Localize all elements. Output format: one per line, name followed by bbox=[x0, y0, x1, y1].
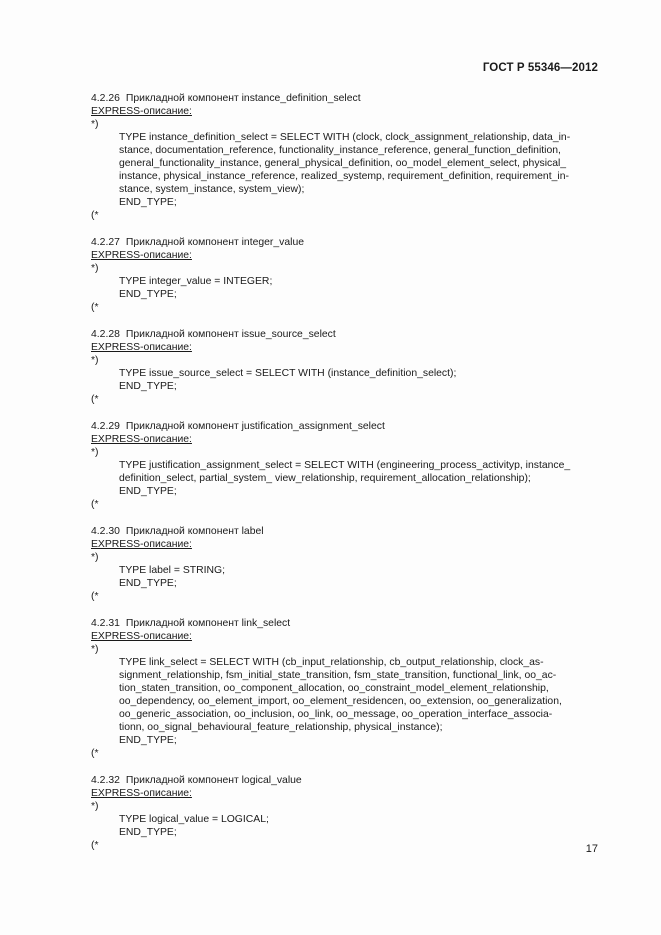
express-label: EXPRESS-описание: bbox=[91, 539, 192, 550]
comment-close: (* bbox=[91, 591, 99, 602]
express-label: EXPRESS-описание: bbox=[91, 106, 192, 117]
section-4-2-28 bbox=[91, 328, 598, 406]
express-label: EXPRESS-описание: bbox=[91, 788, 192, 799]
code-line: stance, system_instance, system_view); bbox=[119, 184, 305, 195]
code-line: tion_staten_transition, oo_component_allocation, oo_constraint_model_element_relationship, bbox=[119, 683, 549, 694]
section-number: 4.2.31 bbox=[91, 618, 120, 629]
comment-close: (* bbox=[91, 840, 99, 851]
code-line: TYPE logical_value = LOGICAL; bbox=[119, 814, 269, 825]
section-title bbox=[91, 774, 598, 787]
section-title-text: Прикладной компонент logical_value bbox=[125, 775, 302, 786]
section-number: 4.2.27 bbox=[91, 237, 120, 248]
comment-open: *) bbox=[91, 119, 99, 130]
express-code bbox=[91, 813, 598, 839]
comment-open: *) bbox=[91, 644, 99, 655]
comment-open: *) bbox=[91, 447, 99, 458]
express-code bbox=[91, 459, 598, 498]
code-line: definition_select, partial_system_ view_relationship, requirement_allocation_relationship); bbox=[119, 473, 531, 484]
comment-close: (* bbox=[91, 394, 99, 405]
code-line: END_TYPE; bbox=[119, 197, 177, 208]
express-label: EXPRESS-описание: bbox=[91, 342, 192, 353]
section-title bbox=[91, 617, 598, 630]
section-title bbox=[91, 525, 598, 538]
comment-open: *) bbox=[91, 355, 99, 366]
comment-open: *) bbox=[91, 801, 99, 812]
code-line: END_TYPE; bbox=[119, 381, 177, 392]
code-line: oo_dependency, oo_element_import, oo_element_residencen, oo_extension, oo_generalization, bbox=[119, 696, 562, 707]
express-code bbox=[91, 367, 598, 393]
section-4-2-32 bbox=[91, 774, 598, 852]
express-code bbox=[91, 656, 598, 747]
comment-close: (* bbox=[91, 210, 99, 221]
document-body bbox=[91, 92, 598, 866]
express-code bbox=[91, 131, 598, 209]
section-title-text: Прикладной компонент justification_assignment_select bbox=[125, 421, 385, 432]
code-line: TYPE label = STRING; bbox=[119, 565, 225, 576]
code-line: END_TYPE; bbox=[119, 735, 177, 746]
code-line: signment_relationship, fsm_initial_state_transition, fsm_state_transition, functional_link, oo_ac- bbox=[119, 670, 557, 681]
section-title-text: Прикладной компонент instance_definition_select bbox=[125, 93, 361, 104]
code-line: TYPE issue_source_select = SELECT WITH (instance_definition_select); bbox=[119, 368, 457, 379]
code-line: END_TYPE; bbox=[119, 486, 177, 497]
section-title bbox=[91, 92, 598, 105]
comment-open: *) bbox=[91, 552, 99, 563]
section-number: 4.2.28 bbox=[91, 329, 120, 340]
express-label: EXPRESS-описание: bbox=[91, 434, 192, 445]
express-code bbox=[91, 275, 598, 301]
code-line: oo_generic_association, oo_inclusion, oo_link, oo_message, oo_operation_interface_associa- bbox=[119, 709, 553, 720]
section-title bbox=[91, 420, 598, 433]
section-title-text: Прикладной компонент issue_source_select bbox=[125, 329, 336, 340]
section-title bbox=[91, 236, 598, 249]
express-label: EXPRESS-описание: bbox=[91, 631, 192, 642]
section-title-text: Прикладной компонент link_select bbox=[125, 618, 291, 629]
section-4-2-26 bbox=[91, 92, 598, 222]
code-line: END_TYPE; bbox=[119, 578, 177, 589]
code-line: instance, physical_instance_reference, realized_systemp, requirement_definition, requirement_in- bbox=[119, 171, 569, 182]
section-4-2-31 bbox=[91, 617, 598, 760]
code-line: END_TYPE; bbox=[119, 827, 177, 838]
express-label: EXPRESS-описание: bbox=[91, 250, 192, 261]
section-number: 4.2.29 bbox=[91, 421, 120, 432]
section-4-2-30 bbox=[91, 525, 598, 603]
section-title-text: Прикладной компонент integer_value bbox=[125, 237, 304, 248]
code-line: TYPE link_select = SELECT WITH (cb_input_relationship, cb_output_relationship, clock_as- bbox=[119, 657, 544, 668]
code-line: TYPE integer_value = INTEGER; bbox=[119, 276, 273, 287]
section-number: 4.2.26 bbox=[91, 93, 120, 104]
section-title-text: Прикладной компонент label bbox=[125, 526, 264, 537]
comment-close: (* bbox=[91, 302, 99, 313]
section-4-2-29 bbox=[91, 420, 598, 511]
comment-close: (* bbox=[91, 748, 99, 759]
section-4-2-27 bbox=[91, 236, 598, 314]
code-line: TYPE justification_assignment_select = SELECT WITH (engineering_process_activityp, instance_ bbox=[119, 460, 571, 471]
code-line: END_TYPE; bbox=[119, 289, 177, 300]
section-title bbox=[91, 328, 598, 341]
code-line: TYPE instance_definition_select = SELECT WITH (clock, clock_assignment_relationship, data_in- bbox=[119, 132, 571, 143]
comment-close: (* bbox=[91, 499, 99, 510]
code-line: tionn, oo_signal_behavioural_feature_relationship, physical_instance); bbox=[119, 722, 443, 733]
comment-open: *) bbox=[91, 263, 99, 274]
section-number: 4.2.32 bbox=[91, 775, 120, 786]
section-number: 4.2.30 bbox=[91, 526, 120, 537]
code-line: general_functionality_instance, general_physical_definition, oo_model_element_select, physical_ bbox=[119, 158, 567, 169]
code-line: stance, documentation_reference, functionality_instance_reference, general_function_definition, bbox=[119, 145, 561, 156]
page-number: 17 bbox=[585, 843, 598, 855]
express-code bbox=[91, 564, 598, 590]
document-header: ГОСТ Р 55346—2012 bbox=[482, 62, 598, 74]
